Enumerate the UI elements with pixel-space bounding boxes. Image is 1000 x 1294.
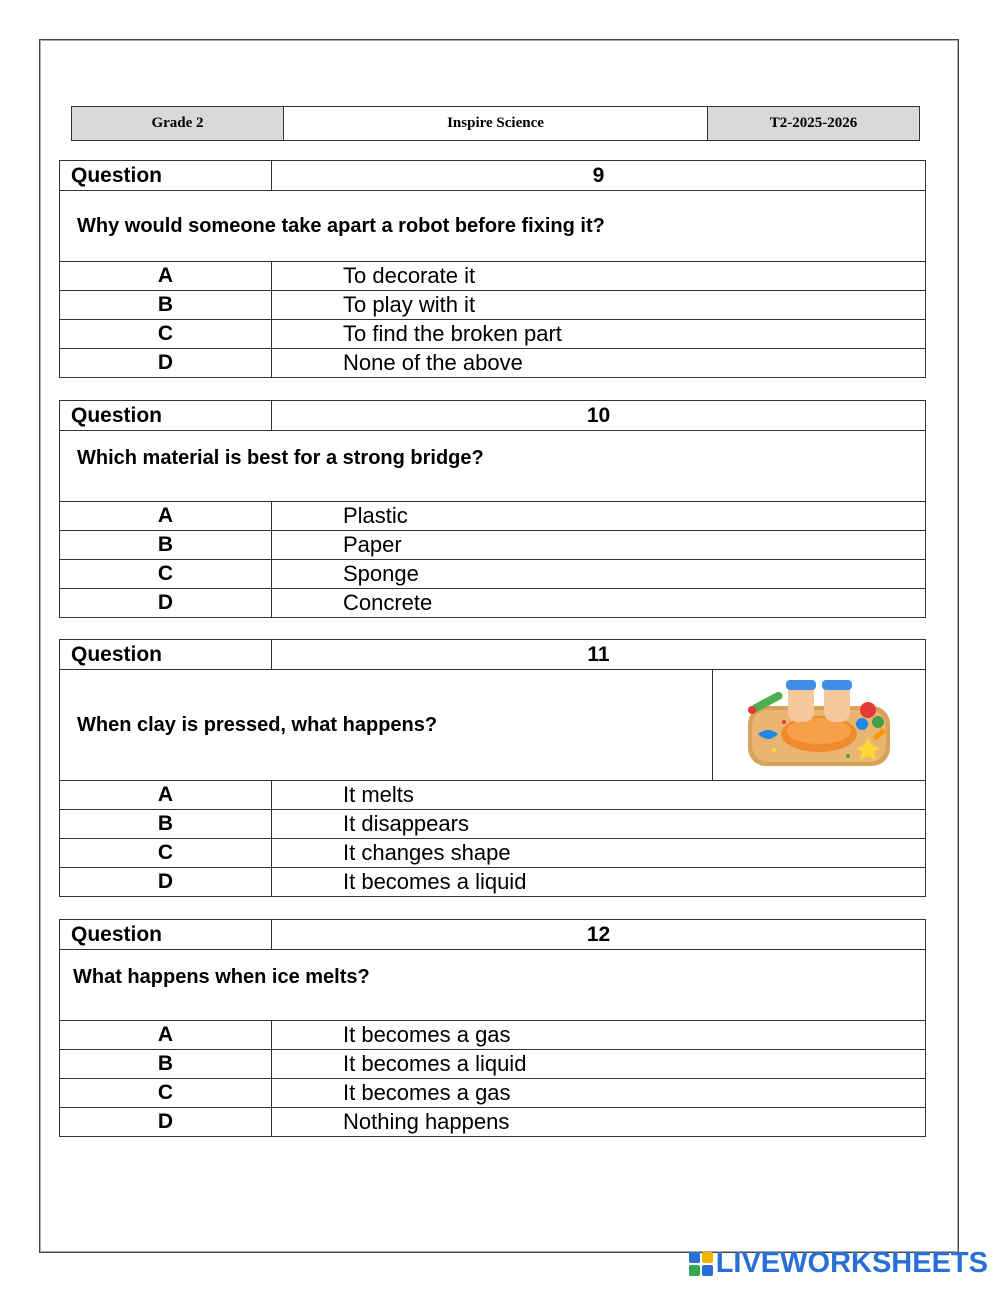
- question-10-table: [59, 400, 926, 618]
- option-text[interactable]: Concrete: [272, 589, 926, 618]
- worksheet-header: [71, 106, 920, 141]
- option-text[interactable]: It changes shape: [272, 839, 926, 868]
- hands-pressing-clay-icon: [744, 676, 894, 770]
- question-label: Question: [60, 920, 272, 950]
- option-text[interactable]: It melts: [272, 781, 926, 810]
- question-9-table: [59, 160, 926, 378]
- option-text[interactable]: Paper: [272, 531, 926, 560]
- question-12-table: [59, 919, 926, 1137]
- question-label: Question: [60, 161, 272, 191]
- option-text[interactable]: None of the above: [272, 349, 926, 378]
- option-text[interactable]: To find the broken part: [272, 320, 926, 349]
- question-label: Question: [60, 640, 272, 670]
- option-text[interactable]: It becomes a gas: [272, 1079, 926, 1108]
- option-text[interactable]: Sponge: [272, 560, 926, 589]
- clay-illustration: [713, 670, 926, 781]
- option-text[interactable]: It becomes a liquid: [272, 1050, 926, 1079]
- option-row-c[interactable]: [60, 320, 926, 349]
- option-letter: A: [60, 1021, 272, 1050]
- question-number: 9: [272, 161, 926, 191]
- question-11-table: [59, 639, 926, 897]
- option-row-c[interactable]: [60, 839, 926, 868]
- option-text[interactable]: Plastic: [272, 502, 926, 531]
- option-letter: C: [60, 320, 272, 349]
- option-letter: D: [60, 589, 272, 618]
- question-text: What happens when ice melts?: [60, 950, 926, 1021]
- option-letter: B: [60, 291, 272, 320]
- option-text[interactable]: To play with it: [272, 291, 926, 320]
- option-letter: A: [60, 781, 272, 810]
- question-number: 12: [272, 920, 926, 950]
- option-letter: B: [60, 1050, 272, 1079]
- option-letter: A: [60, 502, 272, 531]
- option-letter: C: [60, 839, 272, 868]
- option-row-a[interactable]: [60, 781, 926, 810]
- option-text[interactable]: To decorate it: [272, 262, 926, 291]
- option-row-b[interactable]: [60, 1050, 926, 1079]
- option-text[interactable]: Nothing happens: [272, 1108, 926, 1137]
- option-letter: D: [60, 1108, 272, 1137]
- option-row-b[interactable]: [60, 810, 926, 839]
- liveworksheets-logo[interactable]: [689, 1247, 988, 1280]
- question-number: 11: [272, 640, 926, 670]
- option-row-b[interactable]: [60, 531, 926, 560]
- option-row-a[interactable]: [60, 262, 926, 291]
- option-row-d[interactable]: [60, 349, 926, 378]
- question-text: Which material is best for a strong bridge?: [60, 431, 926, 502]
- question-number: 10: [272, 401, 926, 431]
- option-row-d[interactable]: [60, 868, 926, 897]
- subject-cell: Inspire Science: [284, 107, 708, 141]
- option-row-d[interactable]: [60, 589, 926, 618]
- option-letter: B: [60, 810, 272, 839]
- logo-grid-icon: [689, 1252, 713, 1276]
- option-row-d[interactable]: [60, 1108, 926, 1137]
- term-cell: T2-2025-2026: [708, 107, 920, 141]
- option-text[interactable]: It disappears: [272, 810, 926, 839]
- option-row-a[interactable]: [60, 502, 926, 531]
- option-row-c[interactable]: [60, 560, 926, 589]
- question-text: When clay is pressed, what happens?: [60, 670, 713, 781]
- option-letter: C: [60, 560, 272, 589]
- option-text[interactable]: It becomes a gas: [272, 1021, 926, 1050]
- logo-text: LIVEWORKSHEETS: [715, 1247, 988, 1279]
- option-row-a[interactable]: [60, 1021, 926, 1050]
- grade-cell: Grade 2: [72, 107, 284, 141]
- option-letter: D: [60, 349, 272, 378]
- option-letter: A: [60, 262, 272, 291]
- option-letter: D: [60, 868, 272, 897]
- option-row-b[interactable]: [60, 291, 926, 320]
- option-letter: C: [60, 1079, 272, 1108]
- question-label: Question: [60, 401, 272, 431]
- question-text: Why would someone take apart a robot before fixing it?: [60, 191, 926, 262]
- option-row-c[interactable]: [60, 1079, 926, 1108]
- option-letter: B: [60, 531, 272, 560]
- option-text[interactable]: It becomes a liquid: [272, 868, 926, 897]
